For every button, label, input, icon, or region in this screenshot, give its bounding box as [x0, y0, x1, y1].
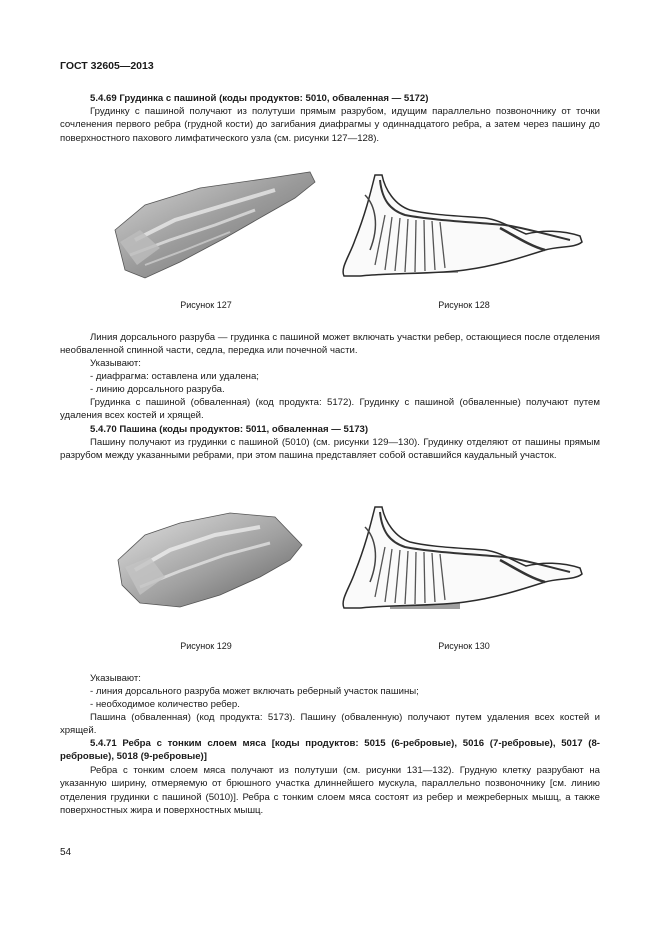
section-title-5-4-70: 5.4.70 Пашина (коды продуктов: 5011, обваленная — 5173) [90, 424, 369, 435]
section-5-4-71-paragraph-1: Ребра с тонким слоем мяса получают из полутуши (см. рисунки 131—132). Грудную клетку разрубают на указанную ширину, отмеряемую от брюшного участка длиннейшего мускула, параллельно позвоночнику [см. линию отделения грудинки с пашиной (5010)]. Ребра с тонким слоем мяса состоят из ребер и межреберных мышц, а также поверхностных жира и поверхностных мышц. [60, 765, 600, 817]
figure-127-meat-cut [105, 170, 320, 285]
figure-130-carcass-diagram [330, 502, 590, 617]
document-code: ГОСТ 32605—2013 [60, 60, 154, 72]
list-item: - линию дорсального разруба. [90, 384, 225, 395]
page-number: 54 [60, 847, 72, 858]
figure-129-meat-cut [110, 505, 310, 610]
section-5-4-69-paragraph-1: Грудинку с пашиной получают из полутуши прямым разрубом, идущим параллельно позвоночнику от точки сочленения первого ребра (грудной кости) до загибания диафрагмы у одиннадцатого ребра, а затем через пашину до поверхностного пахового лимфатического узла (см. рисунки 127—128). [60, 106, 600, 144]
section-5-4-69-paragraph-2: Линия дорсального разруба — грудинка с пашиной может включать участки ребер, остающиеся после отделения необваленной спинной части, седла, передка или почечной части. [60, 332, 600, 357]
figure-127-caption: Рисунок 127 [180, 300, 232, 310]
figure-128-caption: Рисунок 128 [438, 300, 490, 310]
section-5-4-69-paragraph-3: Грудинка с пашиной (обваленная) (код продукта: 5172). Грудинку с пашиной (обваленные) получают путем удаления всех костей и хрящей. [60, 397, 600, 422]
section-5-4-70-paragraph-1: Пашину получают из грудинки с пашиной (5010) (см. рисунки 129—130). Грудинку отделяют от пашины прямым разрубом между указанными ребрами, при этом пашина представляет собой оставшийся каудальный участок. [60, 437, 600, 462]
figure-128-carcass-diagram [330, 170, 590, 285]
note-label: Указывают: [90, 673, 141, 684]
note-label: Указывают: [90, 358, 141, 369]
list-item: - линия дорсального разруба может включать реберный участок пашины; [90, 686, 419, 697]
section-5-4-70-paragraph-2: Пашина (обваленная) (код продукта: 5173). Пашину (обваленную) получают путем удаления всех костей и хрящей. [60, 712, 600, 737]
list-item: - необходимое количество ребер. [90, 699, 240, 710]
section-title-5-4-69: 5.4.69 Грудинка с пашиной (коды продуктов: 5010, обваленная — 5172) [90, 93, 429, 104]
section-title-5-4-71: 5.4.71 Ребра с тонким слоем мяса [коды продуктов: 5015 (6-ребровые), 5016 (7-ребровые), 5017 (8-ребровые), 5018 (9-ребровые)] [60, 738, 600, 763]
figure-129-caption: Рисунок 129 [180, 641, 232, 651]
figure-130-caption: Рисунок 130 [438, 641, 490, 651]
list-item: - диафрагма: оставлена или удалена; [90, 371, 259, 382]
